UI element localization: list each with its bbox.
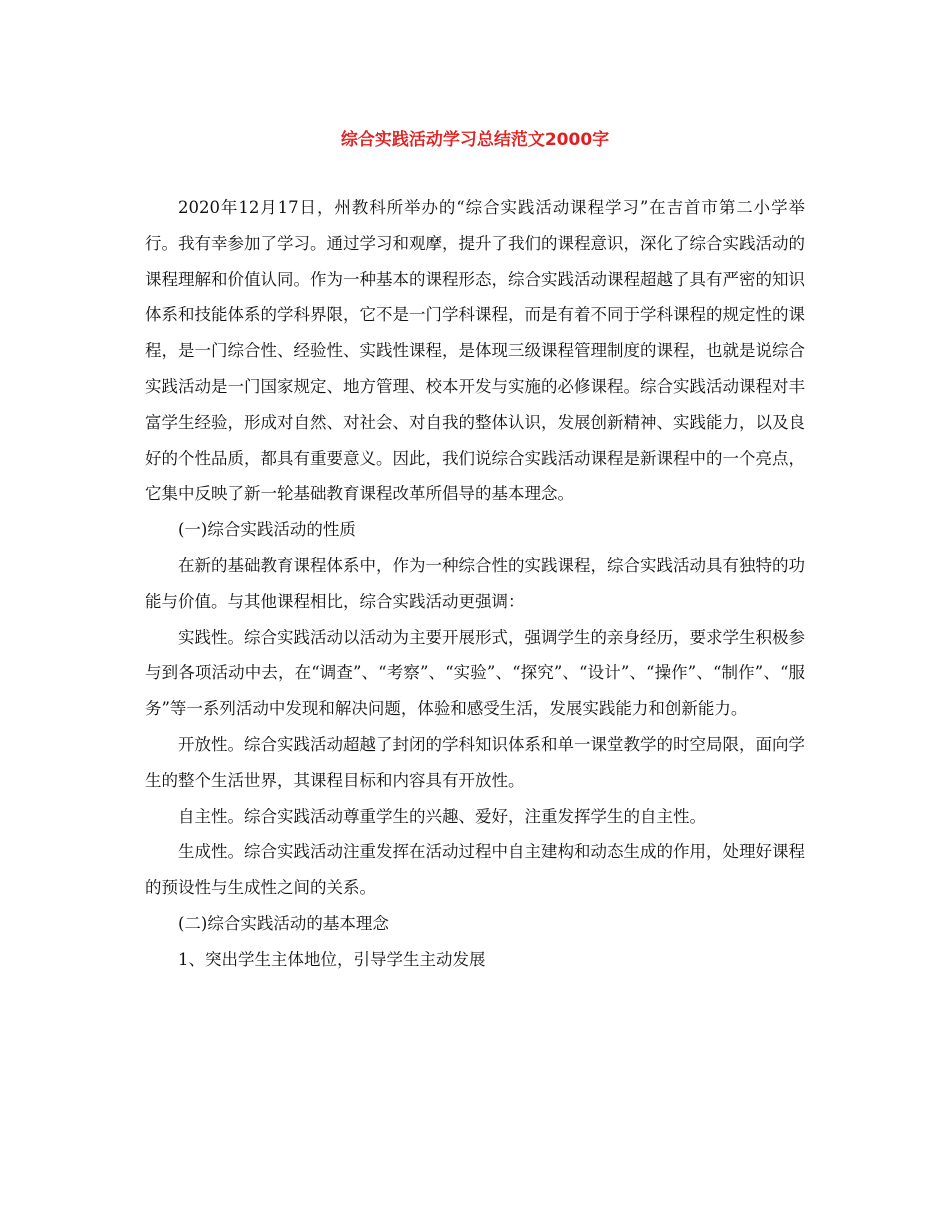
section-heading-philosophy: (二)综合实践活动的基本理念 — [178, 913, 389, 933]
paragraph-openness: 开放性。综合实践活动超越了封闭的学科知识体系和单一课堂教学的时空局限，面向学生的整个生活世界，其课程目标和内容具有开放性。 — [145, 734, 805, 790]
list-item-1: 1、突出学生主体地位，引导学生主动发展 — [178, 949, 486, 969]
paragraph-autonomy: 自主性。综合实践活动尊重学生的兴趣、爱好，注重发挥学生的自主性。 — [178, 806, 706, 826]
section-heading-nature: (一)综合实践活动的性质 — [178, 520, 356, 540]
paragraph-practicality: 实践性。综合实践活动以活动为主要开展形式，强调学生的亲身经历，要求学生积极参与到各项活动中去，在“调查”、“考察”、“实验”、“探究”、“设计”、“操作”、“制作”、“服务”等一系列活动中发现和解决问题，体验和感受生活，发展实践能力和创新能力。 — [145, 627, 805, 719]
paragraph-generativity: 生成性。综合实践活动注重发挥在活动过程中自主建构和动态生成的作用，处理好课程的预设性与生成性之间的关系。 — [145, 842, 805, 898]
document-title: 综合实践活动学习总结范文2000字 — [340, 130, 610, 150]
paragraph-intro: 2020年12月17日，州教科所举办的“综合实践活动课程学习”在吉首市第二小学举行。我有幸参加了学习。通过学习和观摩，提升了我们的课程意识，深化了综合实践活动的课程理解和价值认同。作为一种基本的课程形态，综合实践活动课程超越了具有严密的知识体系和技能体系的学科界限，它不是一门学科课程，而是有着不同于学科课程的规定性的课程，是一门综合性、经验性、实践性课程，是体现三级课程管理制度的课程，也就是说综合实践活动是一门国家规定、地方管理、校本开发与实施的必修课程。综合实践活动课程对丰富学生经验，形成对自然、对社会、对自我的整体认识，发展创新精神、实践能力，以及良好的个性品质，都具有重要意义。因此，我们说综合实践活动课程是新课程中的一个亮点，它集中反映了新一轮基础教育课程改革所倡导的基本理念。 — [145, 198, 805, 504]
paragraph-nature: 在新的基础教育课程体系中，作为一种综合性的实践课程，综合实践活动具有独特的功能与价值。与其他课程相比，综合实践活动更强调： — [145, 555, 805, 611]
document-body — [145, 190, 805, 978]
